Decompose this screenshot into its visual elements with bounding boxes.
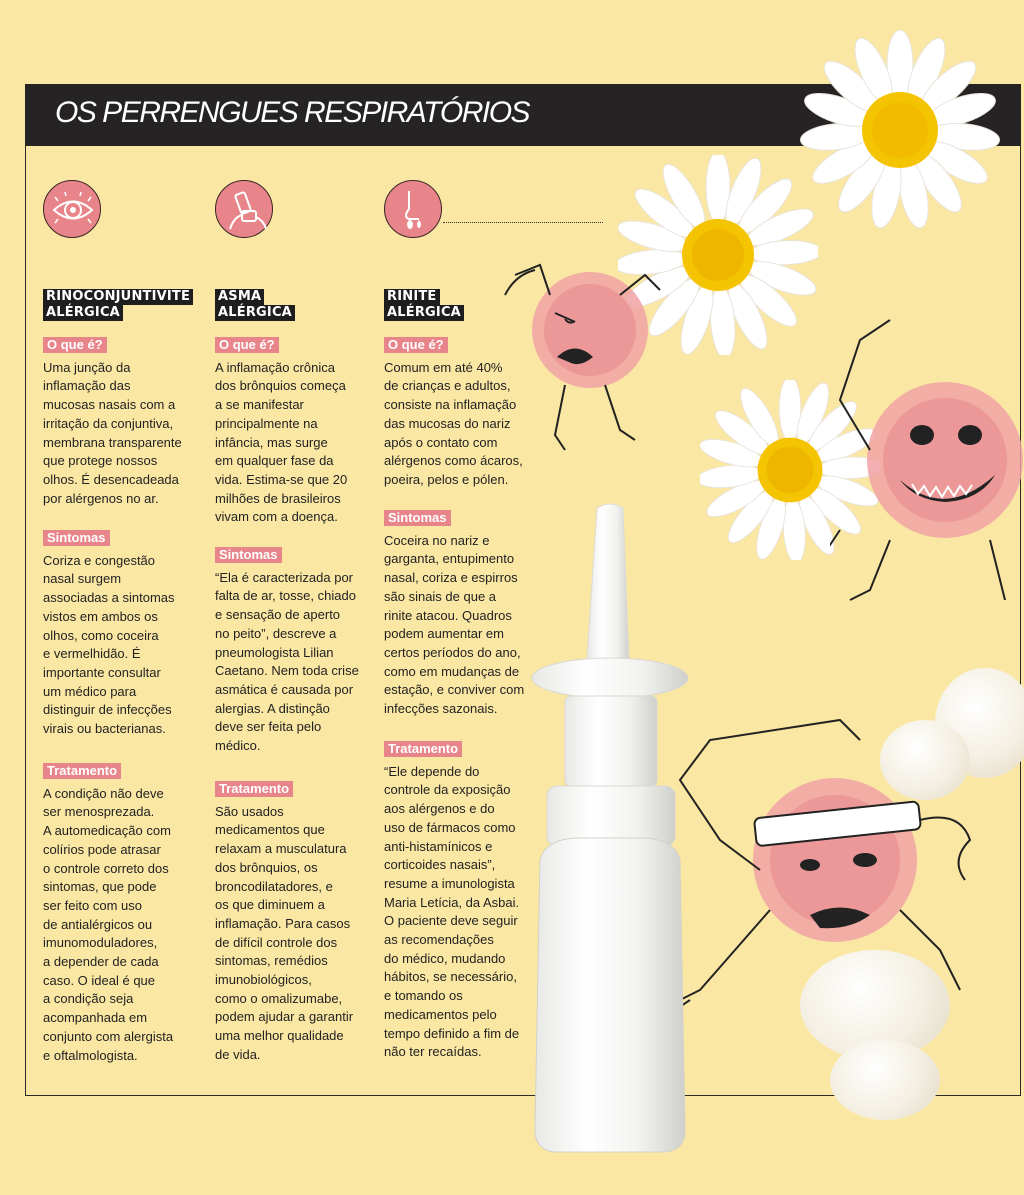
section-treatment — [215, 780, 380, 1065]
section-text: “Ela é caracterizada por falta de ar, tosse, chiado e sensação de aperto no peito”, descreve a pneumologista Lilian Caetano. Nem toda crise asmática é causada por alergias. A distinção deve ser feita pelo médico. — [215, 569, 359, 754]
section-label: O que é? — [384, 337, 448, 353]
nasal-spray-bottle — [515, 500, 705, 1160]
section-text: Coceira no nariz e garganta, entupimento nasal, coriza e espirros são sinais de que a rinite atacou. Quadros podem aumentar em certos períodos do ano, como em mudanças de estação, e conviver com infecções sazonais. — [384, 532, 525, 717]
section-label: Tratamento — [215, 781, 293, 797]
eye-icon — [43, 180, 101, 238]
disease-name: RINOCONJUNTIVITE ALÉRGICA — [43, 289, 193, 321]
section-text: A inflamação crônica dos brônquios começa a se manifestar principalmente na infância, mas surge em qualquer fase da vida. Estima-se que 20 milhões de brasileiros vivam com a doença. — [215, 359, 348, 525]
connector-line — [443, 222, 603, 223]
section-text: A condição não deve ser menosprezada. A automedicação com colírios pode atrasar o controle correto dos sintomas, que pode ser feito com uso de antialérgicos ou imunomoduladores, a depender de cada caso. O ideal é que a condição seja acompanhada em conjunto com alergista e oftalmologista. — [43, 785, 174, 1063]
nose-icon — [384, 180, 442, 238]
section-label: Sintomas — [384, 510, 451, 526]
page-title: OS PERRENGUES RESPIRATÓRIOS — [55, 96, 530, 129]
section-symptoms — [43, 529, 203, 739]
section-text: Comum em até 40% de crianças e adultos, consiste na inflamação das mucosas do nariz após o contato com alérgenos como ácaros, poeira, pelos e pólen. — [384, 359, 523, 487]
section-label: Tratamento — [384, 741, 462, 757]
disease-name: ASMA ALÉRGICA — [215, 289, 295, 321]
section-what-is — [43, 336, 203, 508]
section-text: São usados medicamentos que relaxam a musculatura dos brônquios, os broncodilatadores, e os que diminuem a inflamação. Para casos de difícil controle dos sintomas, remédios imunobiológicos, como o omalizumabe, podem ajudar a garantir uma melhor qualidade de vida. — [215, 803, 354, 1062]
section-symptoms — [215, 546, 380, 756]
pollen-creature-grinning — [830, 300, 1024, 630]
section-label: Sintomas — [43, 530, 110, 546]
tissue-ball-bottom-2 — [830, 1040, 940, 1120]
section-text: “Ele depende do controle da exposição aos alérgenos e do uso de fármacos como anti-histamínicos e corticoides nasais”, resume a imunologista Maria Letícia, da Asbai. O paciente deve seguir as recomendações do médico, mudando hábitos, se necessário, e tomando os medicamentos pelo tempo definido a fim de não ter recaídas. — [384, 763, 520, 1060]
section-label: O que é? — [43, 337, 107, 353]
section-label: O que é? — [215, 337, 279, 353]
inhaler-icon — [215, 180, 273, 238]
section-what-is — [215, 336, 380, 527]
section-label: Sintomas — [215, 547, 282, 563]
pollen-creature-left — [495, 235, 695, 475]
section-text: Uma junção da inflamação das mucosas nasais com a irritação da conjuntiva, membrana transparente que protege nossos olhos. É desencadeada por alérgenos no ar. — [43, 359, 182, 506]
daisy-flower-top-right — [800, 30, 1000, 230]
section-label: Tratamento — [43, 763, 121, 779]
section-treatment — [43, 762, 203, 1065]
disease-name: RINITE ALÉRGICA — [384, 289, 464, 321]
section-text: Coriza e congestão nasal surgem associadas a sintomas vistos em ambos os olhos, como coceira e vermelhidão. É importante consultar um médico para distinguir de infecções virais ou bacterianas. — [43, 552, 175, 737]
